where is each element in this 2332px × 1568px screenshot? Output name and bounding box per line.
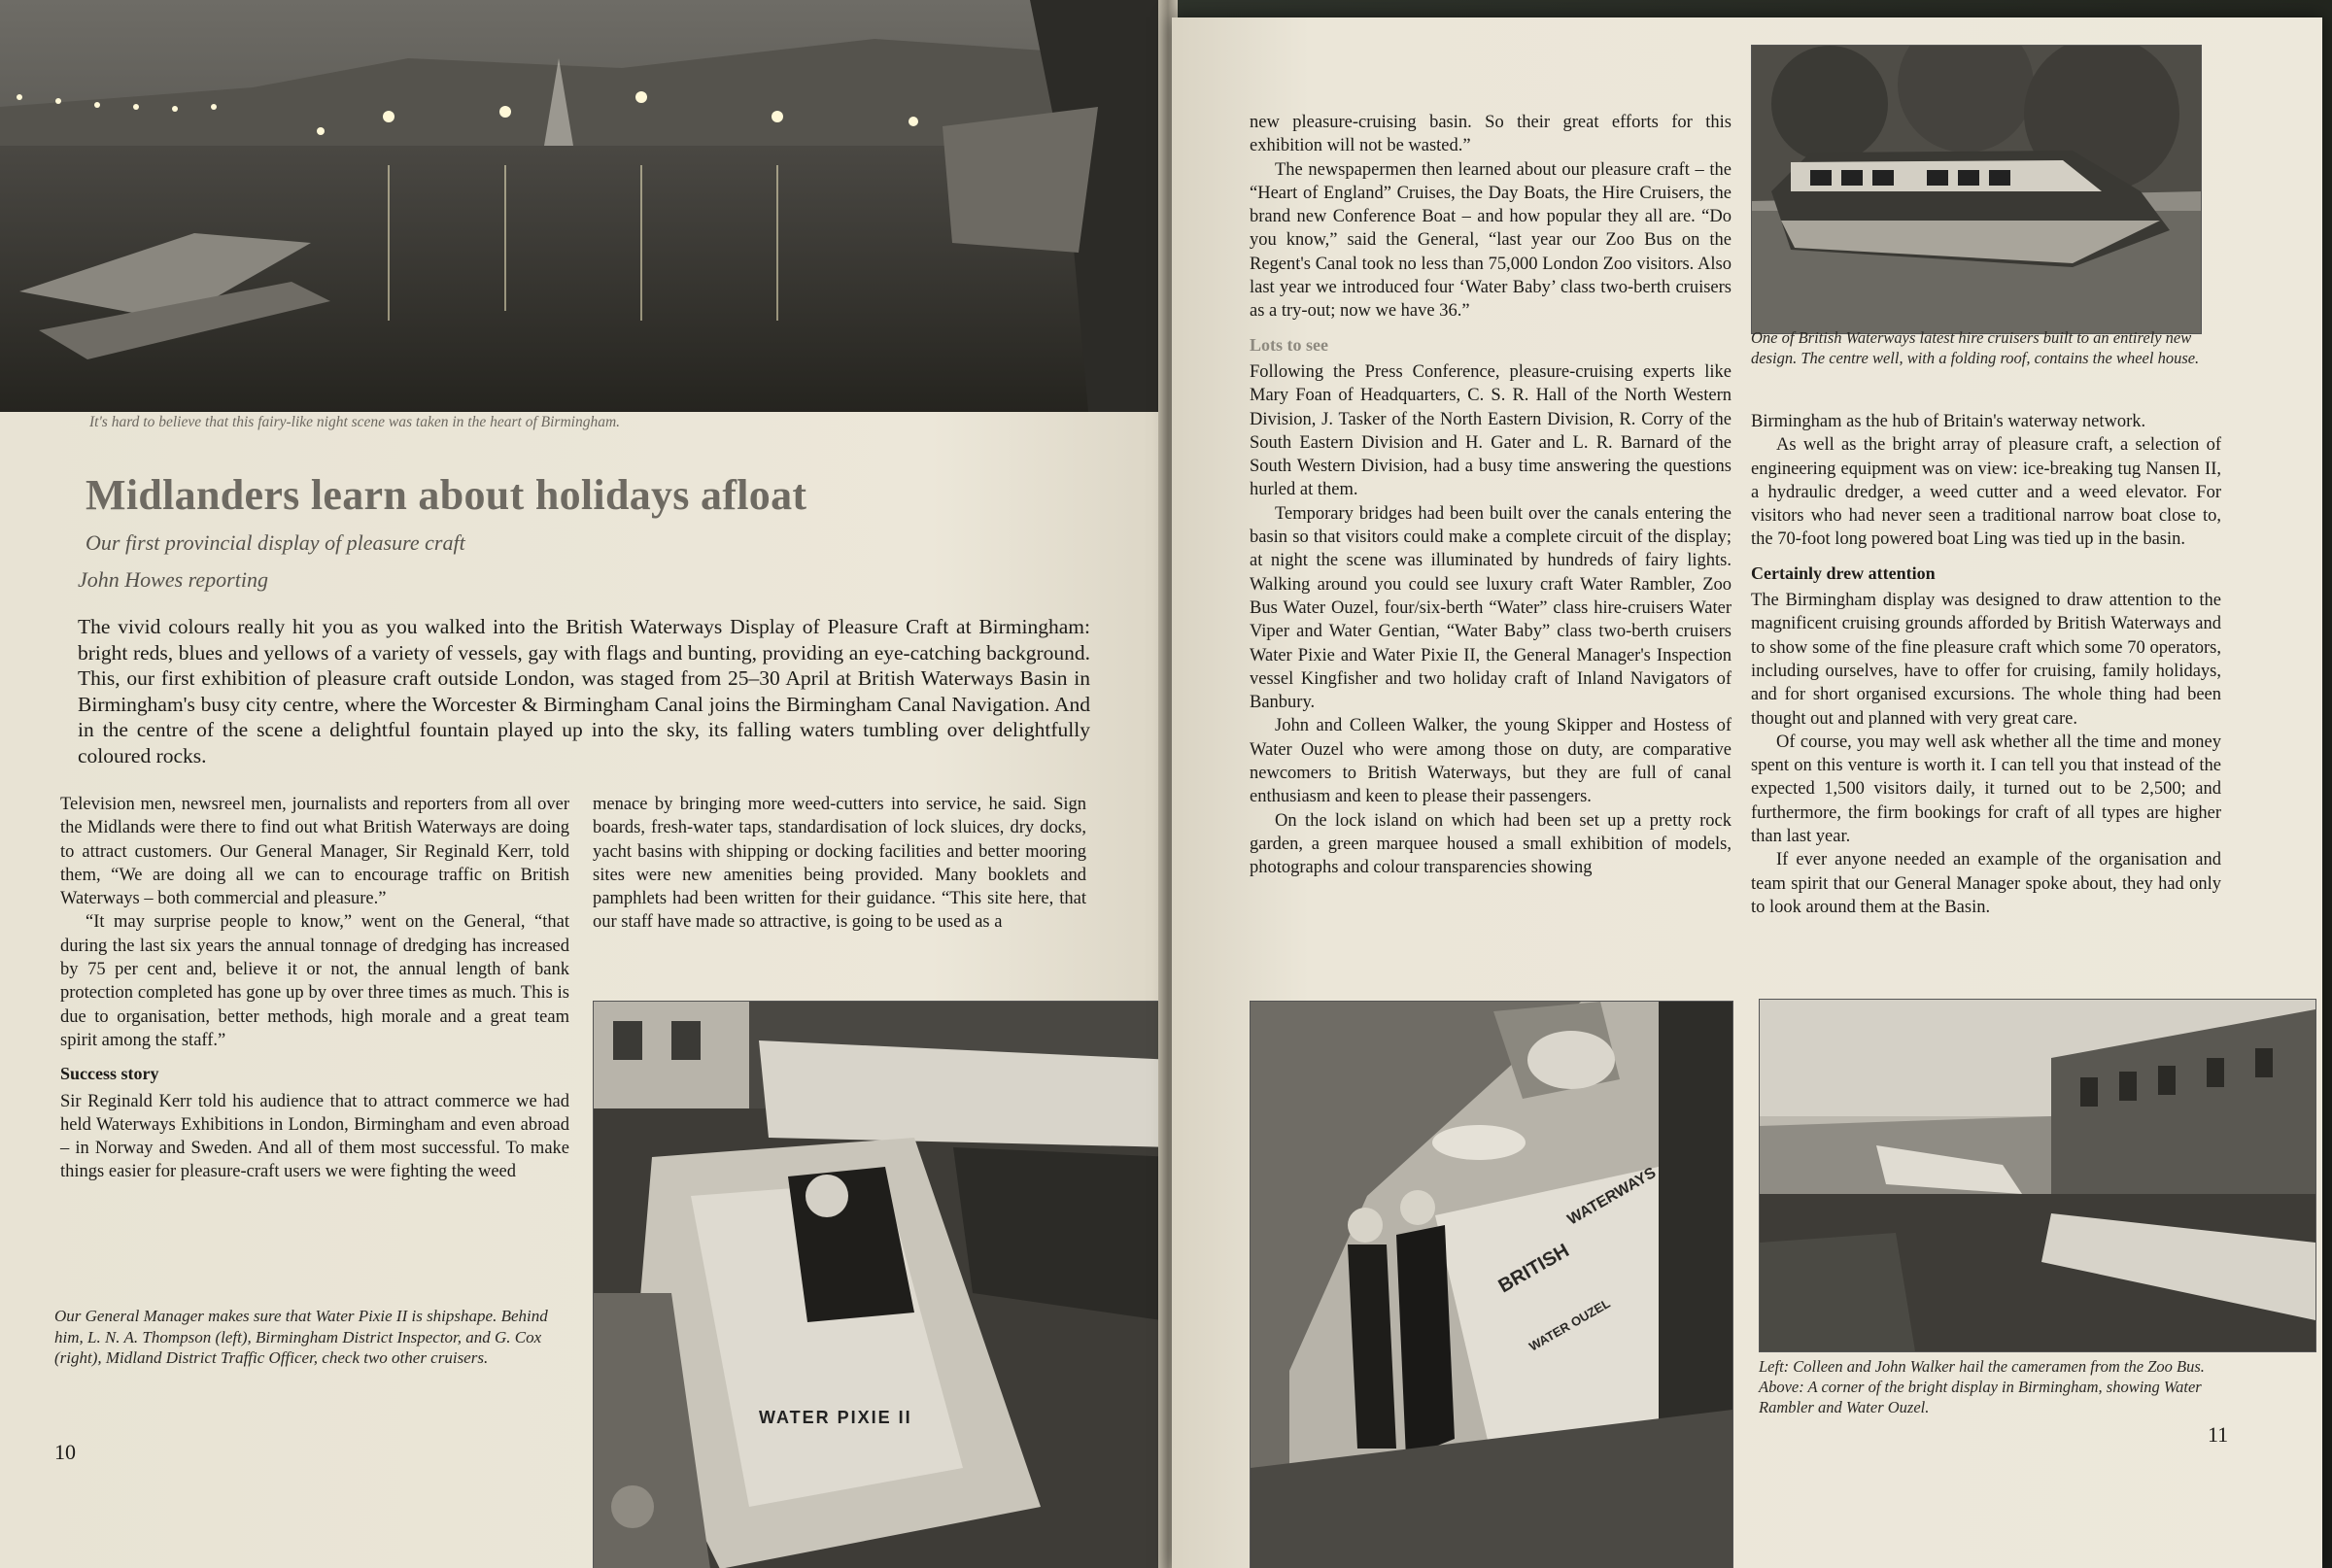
byline: John Howes reporting bbox=[78, 567, 268, 592]
boat-lettering: BRITISH bbox=[1494, 1240, 1573, 1298]
paragraph: Sir Reginald Kerr told his audience that to attract commerce we had held Waterways Exhibitions in London, Birmingham and even abroad – in Norway and Sweden. And all of them most successful. To make things easier for pleasure-craft users we were fighting the weed bbox=[60, 1091, 569, 1182]
right-page bbox=[1172, 17, 2322, 1568]
paragraph: new pleasure-cruising basin. So their great efforts for this exhibition will not be wasted.” bbox=[1250, 113, 1732, 156]
intro-paragraph: The vivid colours really hit you as you walked into the British Waterways Display of Pleasure Craft at Birmingham: bright reds, blues and yellows of a variety of vessels, gay with flags and bunting, providing an eye-catching background. This, our first exhibition of pleasure craft outside London, was staged from 25–30 April at British Waterways Basin in Birmingham's busy city centre, where the Worcester & Birmingham Canal joins the Birmingham Canal Navigation. And in the centre of the scene a delightful fountain played up into the sky, its falling waters tumbling over delightfully coloured rocks. bbox=[78, 615, 1090, 767]
right-column-1 bbox=[1250, 111, 1732, 880]
boat-name-lettering: WATER PIXIE II bbox=[759, 1408, 912, 1427]
section-heading: Certainly drew attention bbox=[1751, 562, 1936, 583]
paragraph: Television men, newsreel men, journalists and reporters from all over the Midlands were there to find out what British Waterways are doing to attract customers. Our General Manager, Sir Reginald Kerr, told them, “We are doing all we can to encourage traffic on British Waterways – both commercial and pleasure.” bbox=[60, 795, 569, 909]
section-heading: Lots to see bbox=[1250, 334, 1328, 355]
water-pixie-photo bbox=[593, 1001, 1164, 1568]
paragraph: Following the Press Conference, pleasure-cruising experts like Mary Foan of Headquarters, C. S. R. Hall of the North Western Division, J. Tasker of the North Eastern Division, R. Corry of the South Eastern Division and H. Gater and L. R. Barnard of the South Western Division, had a busy time answering the questions hurled at them. bbox=[1250, 361, 1732, 500]
page-number-left: 10 bbox=[54, 1440, 76, 1464]
boat-lettering: WATERWAYS bbox=[1564, 1164, 1660, 1229]
paragraph: Birmingham as the hub of Britain's waterway network. bbox=[1751, 412, 2146, 431]
paragraph: “It may surprise people to know,” went on the General, “that during the last six years the annual tonnage of dredging has increased by 75 per cent and, believe it or not, the annual length of bank protection completed has gone up by over three times as much. This is due to organisation, better methods, high morale and a great team spirit among the staff.” bbox=[60, 912, 569, 1050]
night-scene-photo bbox=[0, 0, 1158, 412]
right-column-2 bbox=[1751, 410, 2221, 919]
section-heading: Success story bbox=[60, 1064, 159, 1084]
headline: Midlanders learn about holidays afloat bbox=[86, 471, 807, 519]
hire-cruiser-caption: One of British Waterways latest hire cruisers built to an entirely new design. The centre well, with a folding roof, contains the wheel house. bbox=[1751, 328, 2200, 367]
hire-cruiser-photo bbox=[1751, 45, 2202, 334]
paragraph: As well as the bright array of pleasure craft, a selection of engineering equipment was on view: ice-breaking tug Nansen II, a hydraulic dredger, a weed cutter and a weed elevator. For visitors who had never seen a traditional narrow boat close to, the 70-foot long powered boat Ling was tied up in the basin. bbox=[1751, 435, 2221, 550]
paragraph: Of course, you may well ask whether all the time and money spent on this venture is worth it. I can tell you that instead of the expected 1,500 visitors daily, it turned out to be 2,500; and furthermore, the firm bookings for craft of all types are higher than last year. bbox=[1751, 732, 2221, 847]
paragraph: The newspapermen then learned about our pleasure craft – the “Heart of England” Cruises, the Day Boats, the Hire Cruisers, the brand new Conference Boat – and how popular they all are. “Do you know,” said the General, “last year our Zoo Bus on the Regent's Canal took no less than 75,000 London Zoo visitors. Also last year we introduced four ‘Water Baby’ class two-berth cruisers as a try-out; now we have 36.” bbox=[1250, 159, 1732, 322]
birmingham-basin-photo bbox=[1759, 999, 2316, 1352]
paragraph: On the lock island on which had been set up a pretty rock garden, a green marquee housed a small exhibition of models, photographs and colour transparencies showing bbox=[1250, 810, 1732, 878]
paragraph: If ever anyone needed an example of the organisation and team spirit that our General Manager spoke about, they had only to look around them at the Basin. bbox=[1751, 850, 2221, 917]
walkers-zoo-bus-photo bbox=[1250, 1001, 1733, 1568]
page-number-right: 11 bbox=[2208, 1422, 2229, 1447]
paragraph: menace by bringing more weed-cutters into service, he said. Sign boards, fresh-water taps, standardisation of lock sluices, dry docks, yacht basins with shipping or docking facilities and better mooring sites were new amenities being provided. Many booklets and pamphlets had been written for their guidance. “This site here, that our staff have made so attractive, is going to be used as a bbox=[593, 795, 1086, 933]
boat-lettering: WATER OUZEL bbox=[1526, 1295, 1613, 1354]
paragraph: Temporary bridges had been built over the canals entering the basin so that visitors could make a complete circuit of the display; at night the scene was illuminated by hundreds of fairy lights. Walking around you could see luxury craft Water Rambler, Zoo Bus Water Ouzel, four/six-berth “Water” class hire-cruisers Water Viper and Water Gentian, “Water Baby” class two-berth cruisers Water Pixie and Water Pixie II, the General Manager's Inspection vessel Kingfisher and two holiday craft of Inland Navigators of Banbury. bbox=[1250, 503, 1732, 713]
subheading: Our first provincial display of pleasure craft bbox=[86, 530, 465, 555]
walkers-basin-caption: Left: Colleen and John Walker hail the cameramen from the Zoo Bus. Above: A corner of the bright display in Birmingham, showing Water Rambler and Water Ouzel. bbox=[1759, 1357, 2205, 1416]
paragraph: John and Colleen Walker, the young Skipper and Hostess of Water Ouzel who were among those on duty, are comparative newcomers to British Waterways, but they are full of canal enthusiasm and keen to please their passengers. bbox=[1250, 716, 1732, 807]
left-column-1 bbox=[60, 793, 569, 1184]
left-column-2 bbox=[593, 793, 1086, 935]
paragraph: The Birmingham display was designed to draw attention to the magnificent cruising grounds afforded by British Waterways and to show some of the fine pleasure craft which some 70 operators, including ourselves, have to offer for cruising, family holidays, and for short organised excursions. The whole thing had been thought out and planned with very great care. bbox=[1751, 591, 2221, 729]
water-pixie-caption: Our General Manager makes sure that Water Pixie II is shipshape. Behind him, L. N. A. Thompson (left), Birmingham District Inspector, and G. Cox (right), Midland District Traffic Officer, check two other cruisers. bbox=[54, 1307, 548, 1367]
night-scene-caption: It's hard to believe that this fairy-like night scene was taken in the heart of Birmingham. bbox=[89, 414, 621, 430]
left-page bbox=[0, 0, 1164, 1568]
